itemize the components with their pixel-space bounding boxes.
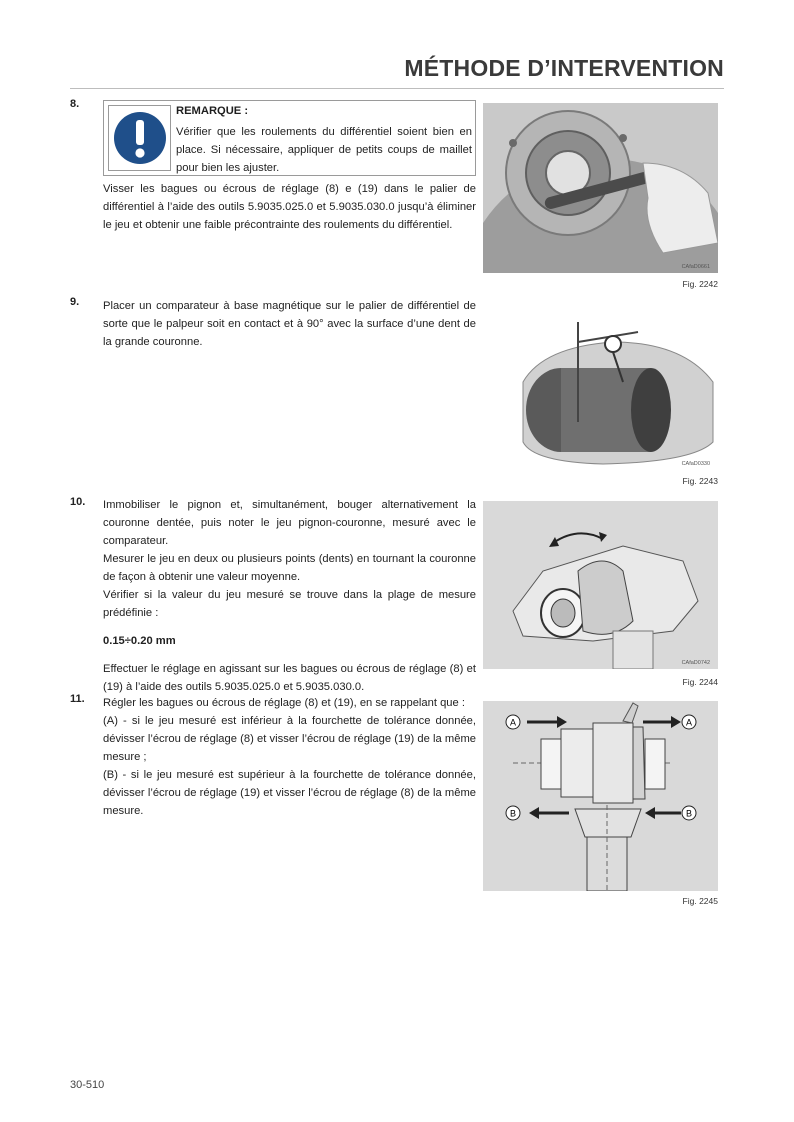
figure-code: CAfaD0330 <box>681 461 710 467</box>
header-divider <box>70 88 724 89</box>
page-number: 30-510 <box>70 1079 105 1091</box>
remark-title: REMARQUE : <box>176 105 249 117</box>
figure-code: CAfaD0661 <box>681 264 710 270</box>
step-11-paragraph-3: (B) - si le jeu mesuré est supérieur à la fourchette de tolérance donnée, dévisser l’écrou de réglage (19) et visser l’écrou de réglage (8) de la même mesure. <box>103 769 476 817</box>
adjustment-diagram-image <box>483 701 718 891</box>
remark-icon-frame <box>108 105 171 171</box>
remark-box <box>103 100 476 176</box>
remark-text: Vérifier que les roulements du différentiel soient bien en place. Si nécessaire, appliquer de petits coups de maillet pour bien les ajuster. <box>176 126 472 174</box>
step-11-paragraph-2: (A) - si le jeu mesuré est inférieur à la fourchette de tolérance donnée, dévisser l’écrou de réglage (8) et visser l’écrou de réglage (19) de la même mesure ; <box>103 715 476 763</box>
figure-2242 <box>483 103 718 273</box>
step-number-9: 9. <box>70 296 80 308</box>
figure-caption-2245: Fig. 2245 <box>682 896 718 906</box>
step-10-adjustment: Effectuer le réglage en agissant sur les bagues ou écrous de réglage (8) et (19) à l’aide des outils 5.9035.025.0 et 5.9035.030.0. <box>103 663 476 693</box>
step-9-paragraph: Placer un comparateur à base magnétique sur le palier de différentiel de sorte que le palpeur soit en contact et à 90° avec la surface d’une dent de la grande couronne. <box>103 300 476 348</box>
figure-2243 <box>483 302 718 470</box>
step-number-11: 11. <box>70 693 85 705</box>
label-a-right: A <box>685 717 693 728</box>
figure-2244 <box>483 501 718 669</box>
backlash-value: 0.15÷0.20 mm <box>103 635 176 647</box>
step-8-text <box>103 180 476 234</box>
figure-code: CAfaD0742 <box>681 660 710 666</box>
page-title: MÉTHODE D’INTERVENTION <box>404 55 724 81</box>
differential-photo-image <box>483 103 718 273</box>
crown-wheel-drawing-image <box>483 501 718 669</box>
step-11-paragraph-1: Régler les bagues ou écrous de réglage (8) et (19), en se rappelant que : <box>103 697 465 709</box>
figure-caption-2244: Fig. 2244 <box>682 677 718 687</box>
label-b-right: B <box>685 808 693 819</box>
step-8-paragraph: Visser les bagues ou écrous de réglage (8) e (19) dans le palier de différentiel à l’aide des outils 5.9035.025.0 et 5.9035.030.0 jusqu’à éliminer le jeu et obtenir une faible précontrainte des roulements du différentiel. <box>103 183 476 231</box>
label-b-left: B <box>509 808 517 819</box>
step-10-paragraph-3: Vérifier si la valeur du jeu mesuré se trouve dans la plage de mesure prédéfinie : <box>103 589 476 619</box>
step-number-8: 8. <box>70 98 80 110</box>
exclamation-icon <box>113 111 167 165</box>
step-10-text <box>103 496 476 696</box>
step-number-10: 10. <box>70 496 86 508</box>
label-a-left: A <box>509 717 517 728</box>
step-11-text <box>103 694 476 820</box>
step-10-paragraph-2: Mesurer le jeu en deux ou plusieurs points (dents) en tournant la couronne de façon à obtenir une valeur moyenne. <box>103 553 476 583</box>
dial-indicator-image <box>483 302 718 470</box>
figure-caption-2242: Fig. 2242 <box>682 279 718 289</box>
figure-caption-2243: Fig. 2243 <box>682 476 718 486</box>
figure-2245 <box>483 701 718 891</box>
step-9-text <box>103 297 476 351</box>
step-10-paragraph-1: Immobiliser le pignon et, simultanément, bouger alternativement la couronne dentée, puis noter le jeu pignon-couronne, mesuré avec le comparateur. <box>103 499 476 547</box>
